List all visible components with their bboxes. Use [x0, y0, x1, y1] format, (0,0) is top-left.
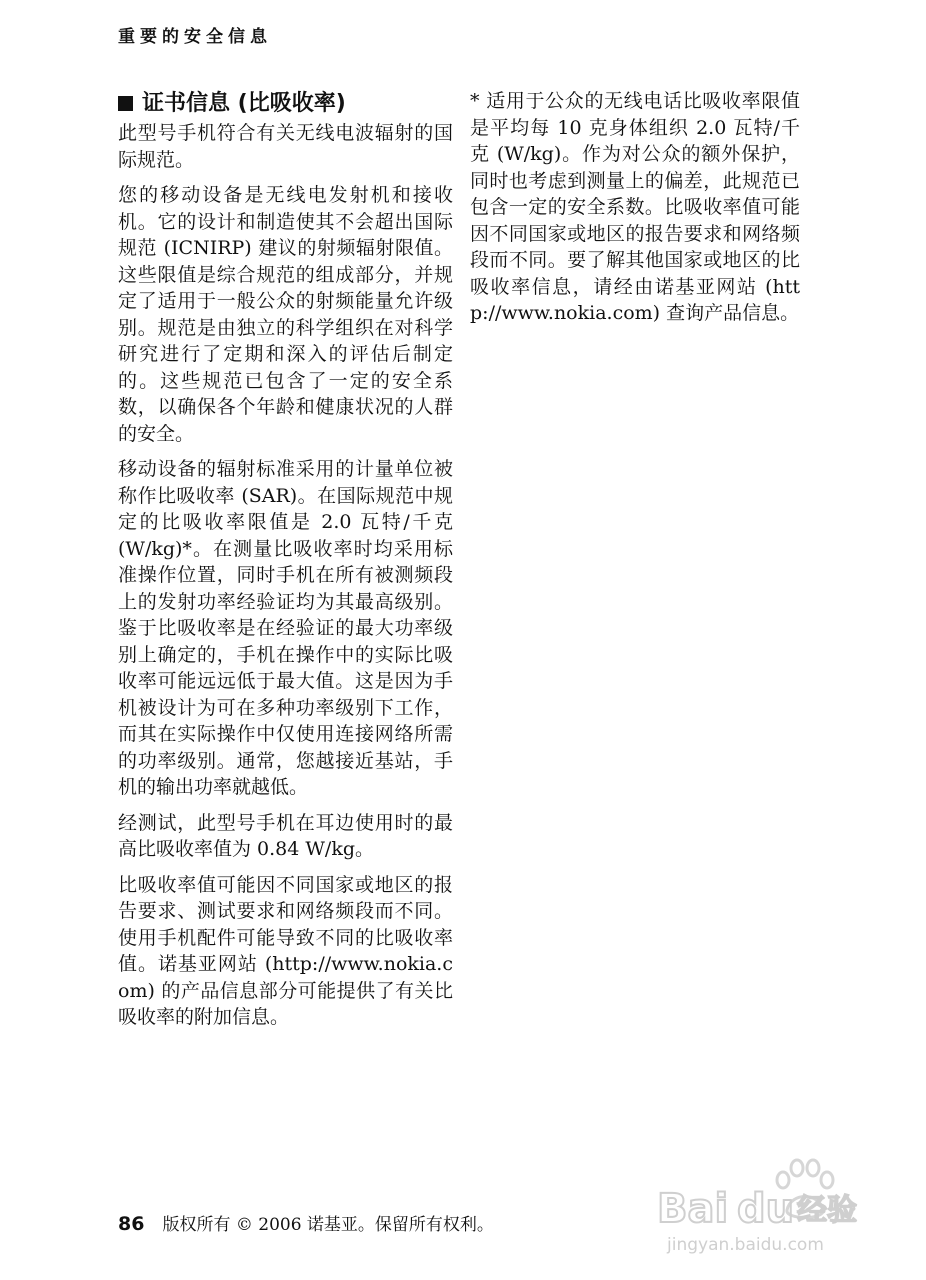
paragraph-tested-sar: 经测试，此型号手机在耳边使用时的最高比吸收率值为 0.84 W/kg。 — [118, 811, 453, 860]
svg-text:jingyan.baidu.com: jingyan.baidu.com — [667, 1235, 824, 1255]
square-bullet-icon — [118, 96, 133, 111]
svg-text:经验: 经验 — [797, 1193, 857, 1228]
section-title — [118, 88, 453, 120]
page-footer — [118, 1210, 494, 1235]
left-column — [118, 88, 453, 1040]
copyright-notice: 版权所有 © 2006 诺基亚。保留所有权利。 — [162, 1215, 494, 1235]
section-title-text: 证书信息 (比吸收率) — [142, 91, 346, 116]
running-header: 重要的安全信息 — [118, 27, 272, 47]
footnote-sar-limit: * 适用于公众的无线电话比吸收率限值是平均每 10 克身体组织 2.0 瓦特/千克 (W/kg)。作为对公众的额外保护，同时也考虑到测量上的偏差，此规范已包含一定的安全系数。比吸收率值可能因不同国家或地区的报告要求和网络频段而不同。要了解其他国家或地区的比吸收率信息，请经由诺基亚网站 (http://www.nokia.com) 查询产品信息。 — [470, 90, 800, 324]
paragraph-sar-variation: 比吸收率值可能因不同国家或地区的报告要求、测试要求和网络频段而不同。使用手机配件可能导致不同的比吸收率值。诺基亚网站 (http://www.nokia.com) 的产品信息部分可能提供了有关比吸收率的附加信息。 — [118, 873, 453, 1028]
page-number: 86 — [118, 1213, 145, 1235]
svg-text:Bai: Bai — [657, 1186, 729, 1232]
paragraph-sar-standard: 移动设备的辐射标准采用的计量单位被称作比吸收率 (SAR)。在国际规范中规定的比吸收率限值是 2.0 瓦特/千克 (W/kg)*。在测量比吸收率时均采用标准操作位置，同时手机在所有被测频段上的发射功率经验证均为其最高级别。鉴于比吸收率是在经验证的最大功率级别上确定的，手机在操作中的实际比吸收率可能远远低于最大值。这是因为手机被设计为可在多种功率级别下工作，而其在实际操作中仅使用连接网络所需的功率级别。通常，您越接近基站，手机的输出功率就越低。 — [118, 458, 453, 798]
svg-text:du: du — [737, 1186, 795, 1232]
paragraph-device-limits: 您的移动设备是无线电发射机和接收机。它的设计和制造使其不会超出国际规范 (ICNIRP) 建议的射频辐射限值。这些限值是综合规范的组成部分，并规定了适用于一般公众的射频能量允许级别。规范是由独立的科学组织在对科学研究进行了定期和深入的评估后制定的。这些规范已包含了一定的安全系数，以确保各个年龄和健康状况的人群的安全。 — [118, 184, 453, 445]
baidu-jingyan-watermark — [655, 1150, 885, 1260]
paragraph-compliance: 此型号手机符合有关无线电波辐射的国际规范。 — [118, 122, 453, 171]
right-column — [470, 88, 800, 336]
